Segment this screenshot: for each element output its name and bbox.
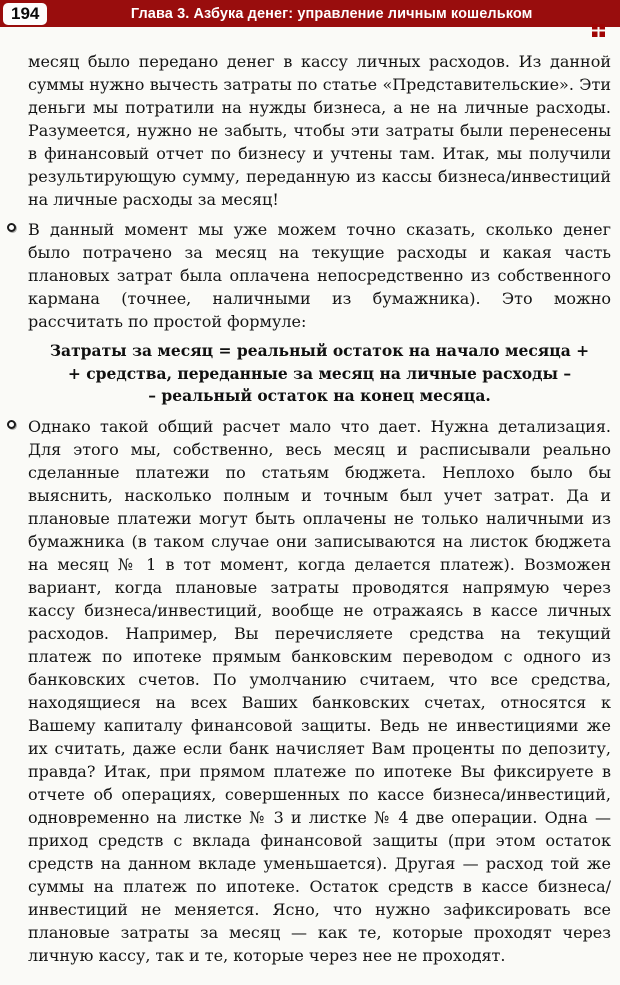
continuation-paragraph: месяц было передано денег в кассу личных расходов. Из данной суммы нужно вычесть затраты по статье «Представительские». Эти деньги мы потратили на нужды бизнеса, а не на личные расходы. Разумеется, нужно не забыть, чтобы эти затраты были перенесены в финансовый отчет по бизнесу и учтены там. Итак, мы получили результирующую сумму, переданную из кассы бизнеса/инвестиций на личные расходы за месяц! — [28, 52, 611, 209]
chapter-title: Глава 3. Азбука денег: управление личным кошельком — [130, 5, 533, 22]
bullet-item — [28, 415, 611, 967]
formula-line: + средства, переданные за месяц на личные расходы – — [67, 363, 572, 383]
formula-block — [42, 340, 597, 408]
running-header — [0, 0, 620, 27]
bullet-paragraph: Однако такой общий расчет мало что дает. Нужна детализация. Для этого мы, собственно, весь месяц и расписывали реально сделанные платежи по статьям бюджета. Неплохо было бы выяснить, насколько полным и точным был учет затрат. Да и плановые платежи могут быть оплачены не только наличными из бумажника (в таком случае они записываются на листок бюджета на месяц № 1 в тот момент, когда делается платеж). Возможен вариант, когда плановые затраты проводятся напрямую через кассу бизнеса/инвестиций, вообще не отражаясь в кассе личных расходов. Например, Вы перечисляете средства на текущий платеж по ипотеке прямым банковским переводом с одного из банковских счетов. По умолчанию считаем, что все средства, находящиеся на всех Ваших банковских счетах, относятся к Вашему капиталу финансовой защиты. Ведь не инвестициями же их считать, даже если банк начисляет Вам проценты по депозиту, правда? Итак, при прямом платеже по ипотеке Вы фиксируете в отчете об операциях, совершенных по кассе бизнеса/инвестиций, одновременно на листке № 3 и листке № 4 две операции. Одна — приход средств с вклада финансовой защиты (при этом остаток средств на данном вкладе уменьшается). Другая — расход той же суммы на платеж по ипотеке. Остаток средств в кассе бизнеса/инвестиций не меняется. Ясно, что нужно зафиксировать все плановые затраты за месяц — как те, которые проходят через личную кассу, так и те, которые через нее не проходят. — [28, 416, 611, 965]
formula-line: Затраты за месяц = реальный остаток на начало месяца + — [49, 341, 590, 360]
formula-line: – реальный остаток на конец месяца. — [148, 386, 491, 405]
page-body — [0, 50, 620, 967]
page-number-badge: 194 — [3, 3, 47, 25]
bullet-paragraph: В данный момент мы уже можем точно сказать, сколько денег было потрачено за месяц на текущие расходы и какая часть плановых затрат была оплачена непосредственно из собственного кармана (точнее, наличными из бумажника). Это можно рассчитать по простой формуле: — [28, 220, 611, 331]
bullet-circle-icon — [7, 223, 16, 232]
corner-ornament-icon — [592, 24, 605, 37]
bullet-circle-icon — [7, 420, 16, 429]
bullet-item — [28, 218, 611, 333]
